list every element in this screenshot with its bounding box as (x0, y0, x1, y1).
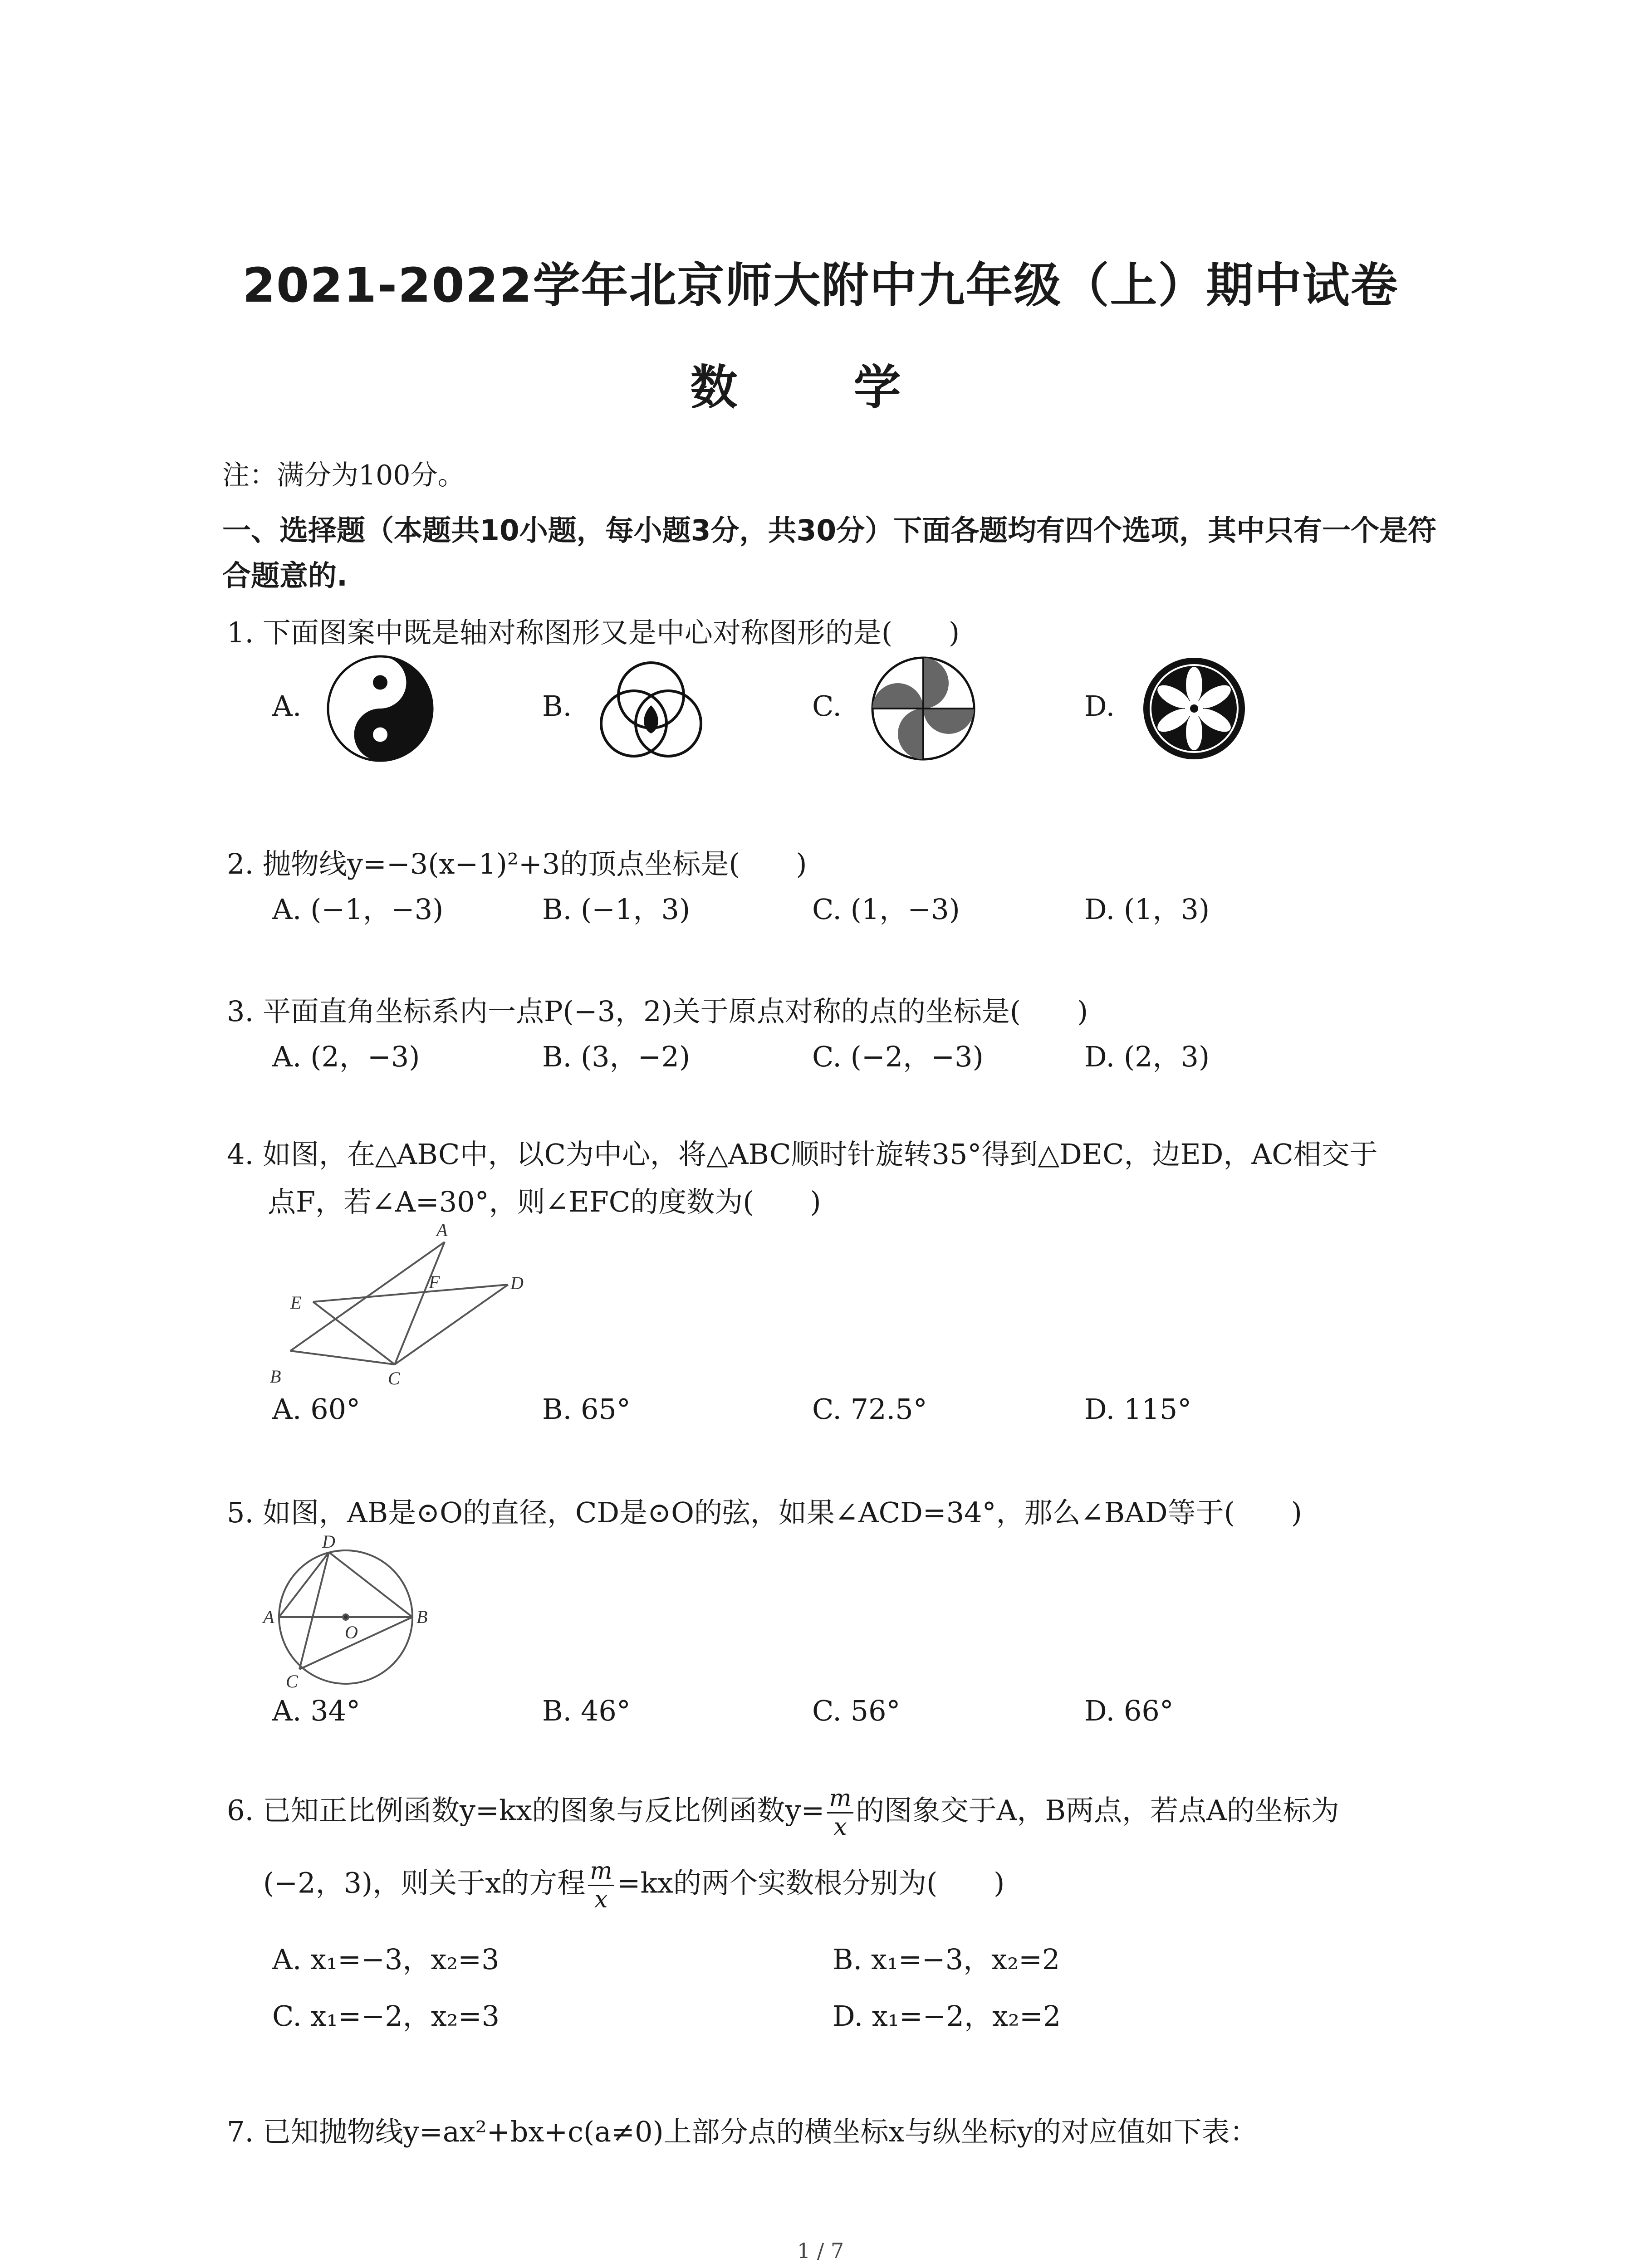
subject-heading: 数 学 (690, 360, 951, 415)
q5-label-o: O (345, 1622, 358, 1642)
question-4-stem-line1: 4. 如图，在△ABC中，以C为中心，将△ABC顺时针旋转35°得到△DEC，边ED，AC相交于 (227, 1138, 1378, 1171)
q6-text-1b: 的图象交于A，B两点，若点A的坐标为 (856, 1794, 1339, 1827)
q2-option-b: B. (−1，3) (542, 893, 691, 926)
triangle-rotation-figure (290, 1242, 508, 1364)
question-6-stem-line1 (227, 1785, 1339, 1841)
q3-option-d: D. (2，3) (1084, 1040, 1210, 1073)
exam-title: 2021-2022学年北京师大附中九年级（上）期中试卷 (242, 258, 1399, 313)
q6-text-2a: (−2，3)，则关于x的方程 (263, 1866, 586, 1900)
q6-text-1a: 6. 已知正比例函数y=kx的图象与反比例函数y= (227, 1794, 825, 1827)
q5-option-b: B. 46° (542, 1694, 631, 1727)
q3-option-a: A. (2，−3) (272, 1040, 420, 1073)
page-number: 1 / 7 (797, 2239, 844, 2263)
question-2-stem: 2. 抛物线y=−3(x−1)²+3的顶点坐标是( ) (227, 847, 807, 880)
q4-label-b: B (270, 1366, 281, 1387)
q6-option-a: A. x₁=−3，x₂=3 (272, 1943, 500, 1976)
question-1-stem: 1. 下面图案中既是轴对称图形又是中心对称图形的是( ) (227, 616, 960, 649)
q6-option-c: C. x₁=−2，x₂=3 (272, 1999, 500, 2033)
q1-option-b-label: B. (542, 689, 572, 723)
yin-yang-figure (328, 656, 432, 761)
q5-label-d: D (322, 1531, 335, 1552)
fraction-m-over-x-2 (588, 1857, 614, 1913)
q5-option-d: D. 66° (1084, 1694, 1174, 1727)
q2-option-c: C. (1，−3) (812, 893, 960, 926)
fraction-denominator: x (833, 1813, 847, 1841)
question-4-stem-line2: 点F，若∠A=30°，则∠EFC的度数为( ) (268, 1185, 821, 1218)
fraction-numerator-2: m (588, 1857, 614, 1886)
fraction-denominator-2: x (594, 1886, 608, 1913)
q6-option-b: B. x₁=−3，x₂=2 (833, 1943, 1060, 1976)
q5-label-b: B (416, 1607, 428, 1627)
q6-option-d: D. x₁=−2，x₂=2 (833, 1999, 1061, 2033)
section-heading: 一、选择题（本题共10小题，每小题3分，共30分）下面各题均有四个选项，其中只有一个是符合题意的. (222, 514, 1437, 592)
pinwheel-figure (872, 658, 974, 759)
fraction-m-over-x (827, 1785, 853, 1841)
q4-label-e: E (290, 1292, 302, 1313)
q5-label-a: A (263, 1607, 274, 1627)
fraction-numerator: m (827, 1785, 853, 1813)
question-6-stem-line2 (263, 1857, 1004, 1913)
q1-option-c-label: C. (812, 689, 842, 723)
q4-option-d: D. 115° (1084, 1393, 1192, 1426)
q4-label-c: C (388, 1368, 400, 1388)
q1-option-d-label: D. (1084, 689, 1115, 723)
q6-text-2b: =kx的两个实数根分别为( ) (617, 1866, 1005, 1900)
q5-option-a: A. 34° (272, 1694, 361, 1727)
q4-option-c: C. 72.5° (812, 1393, 927, 1426)
circle-chord-figure (279, 1550, 412, 1684)
q1-option-a-label: A. (272, 689, 302, 723)
score-note: 注：满分为100分。 (222, 459, 465, 491)
q4-label-f: F (429, 1272, 440, 1292)
question-3-stem: 3. 平面直角坐标系内一点P(−3，2)关于原点对称的点的坐标是( ) (227, 995, 1088, 1028)
q4-option-a: A. 60° (272, 1393, 361, 1426)
q5-option-c: C. 56° (812, 1694, 901, 1727)
q4-label-a: A (436, 1220, 448, 1240)
q4-option-b: B. 65° (542, 1393, 631, 1426)
question-5-stem: 5. 如图，AB是⊙O的直径，CD是⊙O的弦，如果∠ACD=34°，那么∠BAD等于( ) (227, 1496, 1302, 1529)
three-circles-figure (601, 663, 701, 756)
q2-option-a: A. (−1，−3) (272, 893, 444, 926)
question-7-stem: 7. 已知抛物线y=ax²+bx+c(a≠0)上部分点的横坐标x与纵坐标y的对应值如下表： (227, 2115, 1258, 2148)
q4-label-d: D (510, 1273, 524, 1293)
q3-option-c: C. (−2，−3) (812, 1040, 984, 1073)
rosette-figure (1143, 658, 1245, 759)
q5-label-c: C (286, 1671, 298, 1691)
q2-option-d: D. (1，3) (1084, 893, 1210, 926)
q3-option-b: B. (3，−2) (542, 1040, 691, 1073)
